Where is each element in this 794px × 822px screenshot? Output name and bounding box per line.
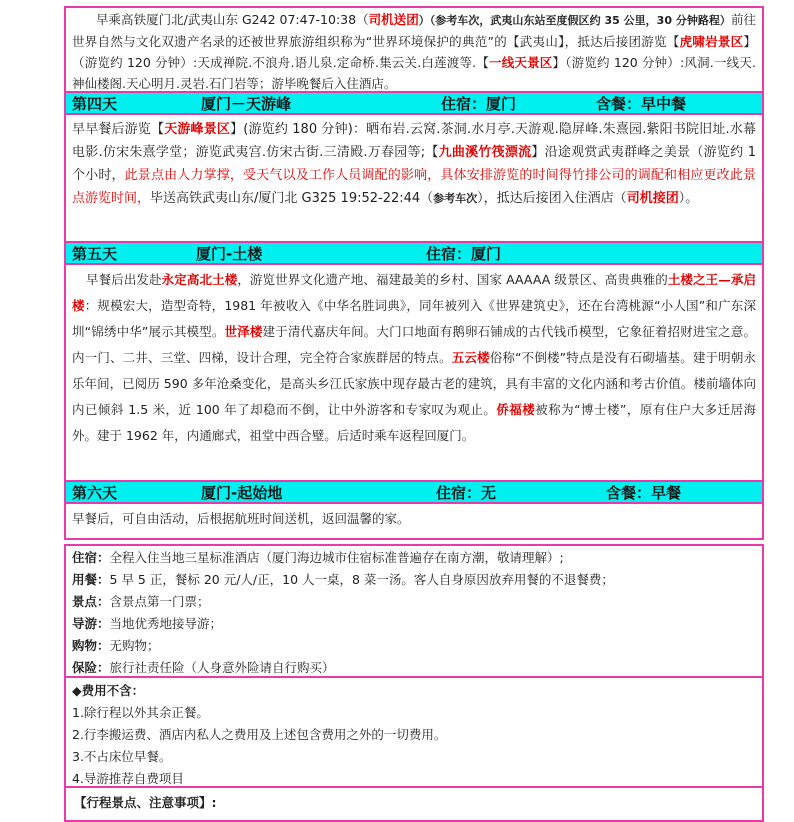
qiaofu-building: 侨福楼 (496, 402, 536, 417)
excluded-item: 4.导游推荐自费项目 (72, 771, 184, 786)
day5-text-2: ，游览世界文化遗产地、福建最美的乡村、国家 AAAAA 级景区、高贵典雅的 (237, 272, 668, 287)
day4-text-5: ），抵达后接团入住酒店（ (477, 191, 627, 206)
excluded-item: 3.不占床位早餐。 (72, 749, 172, 764)
day5-text-6: 被称为“博士楼”，原有住户大多迁居海外。建于 1962 年，内通廊式，祖堂中西合璧。后适时乘车返程回厦门。 (72, 402, 756, 443)
service-label: 保险： (72, 660, 110, 675)
tiger-rock-scenic-area: 虎啸岩景区 (679, 34, 744, 49)
service-text: 无购物； (109, 638, 160, 653)
day5-text-4: 建于清代嘉庆年间。大门口地面有鹅卵石铺成的古代钱币模型，它象征着招财进宝之意。内一门、二井、三堂、四梯，设计合理，完全符合家族群居的特点。 (72, 324, 756, 365)
day6-meals: 含餐：早餐 (606, 483, 682, 502)
intro-text-2: 前往世界自然与文化双遗产名录的还被世界旅游组织称为“世界环境保护的典范”的【武夷山】，抵达后接团游览【 (72, 12, 756, 49)
day4-text-1: 早早餐后游览【 (72, 122, 165, 137)
driver-pickup-label: 司机接团 (626, 191, 679, 206)
excluded-item: 1.除行程以外其余正餐。 (72, 705, 209, 720)
rafting-warning: 此景点由人力掌撑，受天气以及工作人员调配的影响，具体安排游览的时间得竹排公司的调配和相应更改此景点游览时间， (72, 168, 756, 206)
service-text: 全程入住当地三星标准酒店（厦门海边城市住宿标准普遍存在南方潮，敬请理解）; (109, 550, 564, 565)
reference-note: ）（参考车次，武夷山东站至度假区约 35 公里，30 分钟路程） (418, 14, 731, 27)
wuyun-building: 五云楼 (451, 350, 490, 365)
day6-body (64, 504, 764, 540)
service-label: 购物： (72, 638, 110, 653)
day4-text-3: 】沿途观赏武夷群峰之美景（游览约 1 个小时， (72, 145, 756, 183)
day4-stay: 住宿：厦门 (441, 94, 517, 113)
day4-reference-train: 参考车次 (433, 192, 478, 205)
day4-route: 厦门－天游峰 (201, 94, 292, 113)
shize-building: 世泽楼 (224, 324, 263, 339)
day5-text-3: ：规模宏大，造型奇特，1981 年被收入《中华名胜词典》，同年被列入《世界建筑史》，还在台湾桃源“小人国”和广东深圳“锦绣中华”展示其模型。 (72, 298, 756, 339)
day4-text-4: 毕送高铁武夷山东/厦门北 G325 19:52-22:44（ (150, 191, 434, 206)
service-label: 景点： (72, 594, 110, 609)
tianyou-peak-scenic-area: 天游峰景区 (164, 122, 231, 137)
day5-text-1: 早餐后出发赴 (86, 272, 162, 287)
day3-continuation (64, 6, 764, 93)
intro-text-3: 】（游览约 120 分钟）:天成禅院.不浪舟.语儿泉.定命桥.集云关.白莲渡等.【 (72, 34, 756, 70)
service-text: 旅行社责任险（人身意外险请自行购买） (109, 660, 335, 675)
chengqi-building: 土楼之王—承启楼 (72, 272, 756, 313)
fees-excluded (64, 678, 764, 788)
service-row (66, 569, 762, 591)
service-row (66, 591, 762, 613)
service-row (66, 657, 762, 679)
service-row (66, 613, 762, 635)
day4-header (64, 93, 764, 115)
service-text: 5 早 5 正，餐标 20 元/人/正，10 人一桌，8 菜一汤。客人自身原因放弃用餐的不退餐费； (109, 572, 614, 587)
day4-body (64, 115, 764, 243)
notes-title: 【行程景点、注意事项】: (74, 795, 217, 810)
day6-route: 厦门-起始地 (201, 483, 283, 502)
day6-label: 第六天 (72, 483, 118, 502)
day4-label: 第四天 (72, 94, 118, 113)
day5-text-5: 俗称“不倒楼”特点是没有石砌墙基。建于明朝永乐年间，已阅历 590 多年沧桑变化，是高头乡江氏家族中现存最古老的建筑，具有丰富的文化内涵和考古价值。楼前墙体向内已倾斜 1.5 米，近 100 年了却稳而不倒，让中外游客和专家叹为观止。 (72, 350, 756, 417)
services-included (64, 544, 764, 678)
day5-route: 厦门-土楼 (196, 244, 263, 263)
service-label: 导游： (72, 616, 110, 631)
day4-text-2: 】(游览约 180 分钟)：晒布岩.云窝.茶洞.水月亭.天游观.隐屏峰.朱熹园.紫阳书院旧址.水幕电影.仿宋朱熹学堂；游览武夷宫.仿宋古街.三清殿.万春园等;【 (72, 122, 756, 160)
service-label: 住宿： (72, 550, 110, 565)
service-text: 当地优秀地接导游； (109, 616, 223, 631)
day4-text-6: ）。 (678, 191, 699, 206)
service-text: 含景点第一门票； (109, 594, 210, 609)
day6-header (64, 482, 764, 504)
service-row (66, 547, 762, 569)
service-label: 用餐： (72, 572, 110, 587)
notes-section (64, 788, 764, 822)
day5-header (64, 243, 764, 265)
excluded-item: 2.行李搬运费、酒店内私人之费用及上述包含费用之外的一切费用。 (72, 727, 447, 742)
day6-text: 早餐后，可自由活动，后根据航班时间送机，返回温馨的家。 (72, 511, 410, 526)
itinerary-document (64, 6, 764, 822)
intro-text-4: 】（游览约 120 分钟）:风洞.一线天.神仙楼阁.天心明月.灵岩.石门岩等；游毕晚餐后入住酒店。 (72, 55, 756, 91)
service-row (66, 635, 762, 657)
jiuqu-stream-rafting: 九曲溪竹筏漂流 (438, 145, 532, 160)
day4-meals: 含餐：早中餐 (596, 94, 687, 113)
yongding-tulou: 永定高北土楼 (161, 272, 238, 287)
train-schedule-text: 早乘高铁厦门北/武夷山东 G242 07:47-10:38（ (96, 12, 369, 27)
yixiantian-scenic-area: 一线天景区 (489, 55, 553, 70)
excluded-title: ◆费用不含： (72, 683, 145, 698)
day6-stay: 住宿：无 (436, 483, 497, 502)
day5-label: 第五天 (72, 244, 118, 263)
driver-send-label: 司机送团 (368, 12, 419, 27)
day5-body (64, 265, 764, 482)
day5-stay: 住宿：厦门 (426, 244, 502, 263)
